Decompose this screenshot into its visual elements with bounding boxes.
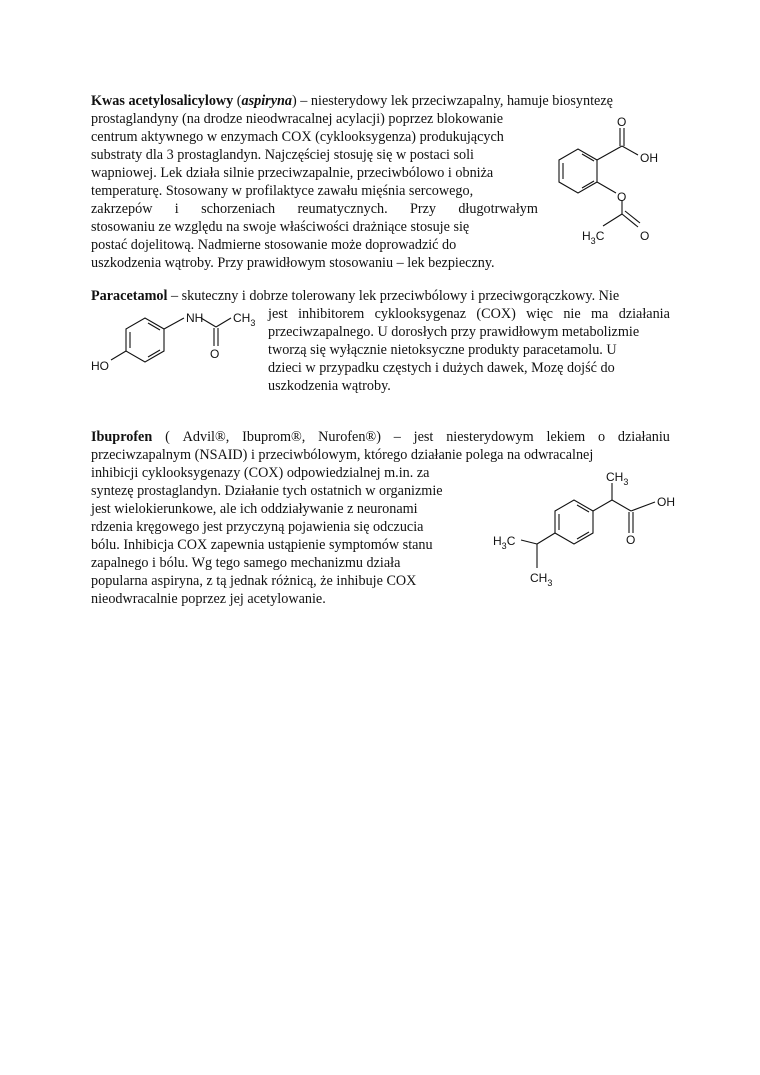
aspirin-line-1: prostaglandyny (na drodze nieodwracalnej acylacji) poprzez blokowanie: [91, 111, 504, 127]
ibuprofen-structure: [488, 465, 688, 590]
aspirin-line-8: postać dojelitową. Nadmierne stosowanie może doprowadzić do: [91, 237, 457, 253]
paracetamol-line-2: przeciwzapalnego. U dorosłych przy prawidłowym metabolizmie: [268, 324, 640, 340]
aspirin-o-ester: O: [617, 190, 627, 204]
aspirin-line-7: stosowaniu ze względu na swoje właściwości drażniące stosuje się: [91, 219, 470, 235]
aspirin-o-carbonyl: O: [640, 229, 650, 243]
aspirin-line-4: wapniowej. Lek działa silnie przeciwzapalnie, przeciwbólowo i obniża: [91, 165, 494, 181]
paracetamol-nh: NH: [186, 311, 204, 325]
ibuprofen-line-9: nieodwracalnie poprzez jej acetylowanie.: [91, 591, 326, 607]
aspirin-line-2: centrum aktywnego w enzymach COX (cyklooksygenza) produkujących: [91, 129, 504, 145]
aspirin-o-top: O: [617, 115, 627, 129]
paracetamol-line-4: dzieci w przypadku częstych i dużych dawek, Mozę dojść do: [268, 360, 615, 376]
ibuprofen-ch3-top: $CH_3$: [606, 470, 629, 487]
paracetamol-name: Paracetamol: [91, 288, 168, 304]
paracetamol-line-5: uszkodzenia wątroby.: [268, 378, 391, 394]
ibuprofen-line-8: popularna aspiryna, z tą jednak różnicą, że inhibuje COX: [91, 573, 417, 589]
aspirin-line-0: – niesterydowy lek przeciwzapalny, hamuje biosyntezę: [300, 93, 613, 109]
aspirin-line-9: uszkodzenia wątroby. Przy prawidłowym stosowaniu – lek bezpieczny.: [91, 255, 495, 271]
aspirin-oh: OH: [640, 151, 658, 165]
aspirin-line-5: temperaturę. Stosowany w profilaktyce zawału mięśnia sercowego,: [91, 183, 474, 199]
paracetamol-heading: [91, 287, 619, 305]
ibuprofen-heading: Ibuprofen ( Advil®, Ibuprom®, Nurofen®) – jest niesterydowym lekiem o działaniu: [91, 429, 670, 445]
ibuprofen-line-2: inhibicji cyklooksygenazy (COX) odpowiedzialnej m.in. za: [91, 465, 430, 481]
ibuprofen-line-7: zapalnego i bólu. Wg tego samego mechanizmu działa: [91, 555, 401, 571]
paracetamol-line-0: – skuteczny i dobrze tolerowany lek przeciwbólowy i przeciwgorączkowy. Nie: [170, 288, 620, 304]
ibuprofen-h3c: $H_3C$: [493, 534, 516, 551]
paracetamol-line-3: tworzą się wyłącznie nietoksyczne produkty paracetamolu. U: [268, 342, 617, 358]
aspirin-h3c: $H_3C$: [582, 229, 605, 246]
paracetamol-ho: HO: [91, 359, 109, 373]
aspirin-structure: [548, 112, 698, 247]
ibuprofen-line-4: jest wielokierunkowe, ale ich oddziaływanie z neuronami: [91, 501, 418, 517]
aspirin-line-6: zakrzepów i schorzeniach reumatycznych. Przy długotrwałym: [91, 201, 538, 217]
ibuprofen-ch3-bottom: $CH_3$: [530, 571, 553, 588]
paracetamol-o: O: [210, 347, 220, 361]
ibuprofen-line-1: przeciwzapalnym (NSAID) i przeciwbólowym, którego działanie polega na odwracalnej: [91, 447, 594, 463]
aspirin-heading: Kwas acetylosalicylowy (aspiryna) – niesterydowy lek przeciwzapalny, hamuje biosyntezę: [91, 93, 613, 109]
ibuprofen-line-6: bólu. Inhibicja COX zapewnia ustąpienie symptomów stanu: [91, 537, 433, 553]
ibuprofen-line-3: syntezę prostaglandyn. Działanie tych ostatnich w organizmie: [91, 483, 443, 499]
paracetamol-structure: [88, 305, 263, 380]
ibuprofen-o: O: [626, 533, 636, 547]
ibuprofen-name: Ibuprofen: [91, 429, 153, 445]
paracetamol-line-1: jest inhibitorem cyklooksygenaz (COX) więc nie ma działania: [268, 306, 670, 322]
ibuprofen-line-5: rdzenia kręgowego jest przyczyną pojawienia się odczucia: [91, 519, 424, 535]
aspirin-line-3: substraty dla 3 prostaglandyn. Najczęściej stosuję się w postaci soli: [91, 147, 474, 163]
paracetamol-ch3: $CH_3$: [233, 311, 256, 328]
ibuprofen-oh: OH: [657, 495, 675, 509]
aspirin-name: Kwas acetylosalicylowy: [91, 93, 234, 109]
aspirin-alt-name: aspiryna: [241, 93, 292, 109]
